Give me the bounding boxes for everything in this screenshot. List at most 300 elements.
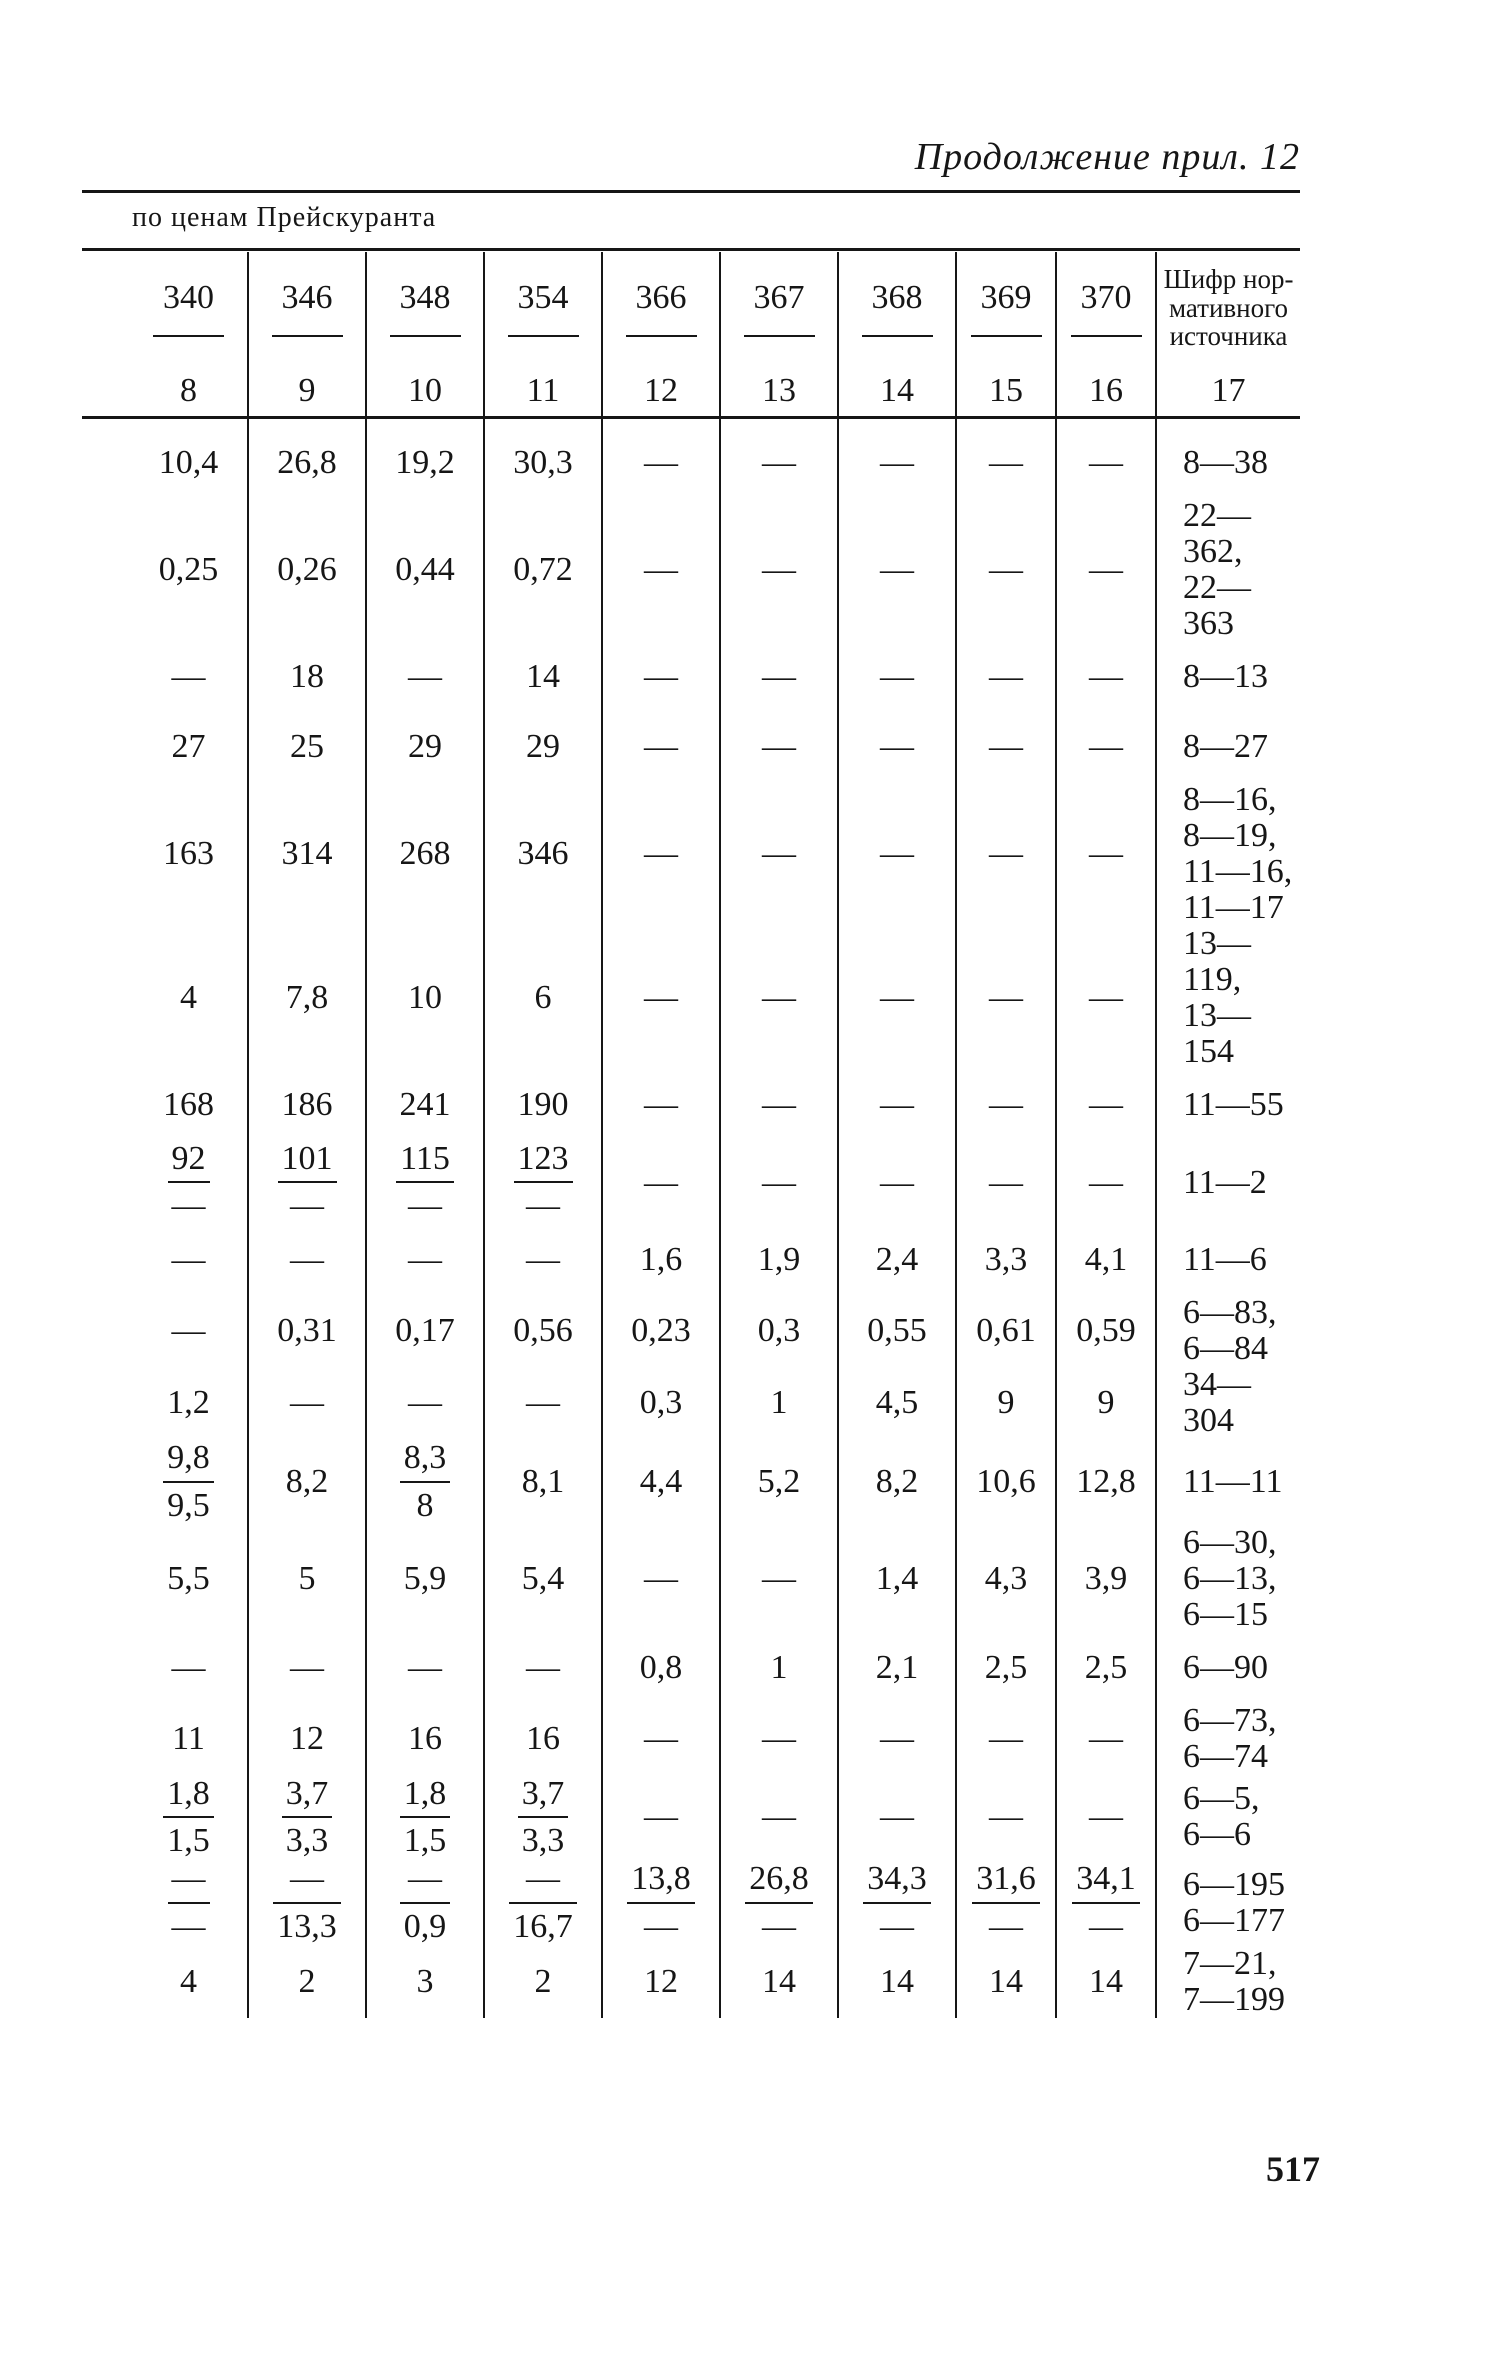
cell-value: 14 <box>989 1962 1023 2000</box>
cell-value: 4,5 <box>875 1384 919 1422</box>
cell-value: — <box>762 1719 796 1757</box>
column-code: 366 <box>626 279 697 337</box>
value-cell <box>366 428 484 498</box>
source-code: 6—84 <box>1183 1330 1268 1368</box>
fraction-value <box>863 1860 931 1945</box>
cell-value: — <box>408 1648 442 1686</box>
value-cell <box>838 1439 956 1524</box>
cell-value: — <box>1089 551 1123 588</box>
value-cell <box>130 1070 248 1140</box>
cell-value: — <box>408 1241 442 1279</box>
fraction-bottom: 1,5 <box>403 1822 447 1860</box>
table-row <box>130 1946 1300 2018</box>
table-row <box>130 1439 1300 1524</box>
table-row <box>130 1367 1300 1439</box>
cell-value: 0,23 <box>631 1312 691 1350</box>
value-cell <box>484 1367 602 1439</box>
value-cell <box>484 712 602 782</box>
gap-cell <box>484 410 602 428</box>
value-cell <box>130 498 248 642</box>
cell-value: — <box>290 1648 324 1686</box>
value-cell <box>484 1633 602 1703</box>
value-cell <box>484 1703 602 1775</box>
cell-value: 6 <box>534 979 552 1016</box>
cell-value: 2,4 <box>875 1241 919 1279</box>
cell-value: — <box>762 979 796 1016</box>
column-number: 15 <box>989 372 1023 409</box>
cell-value: 5,5 <box>167 1559 210 1597</box>
cell-value: 0,3 <box>639 1384 683 1422</box>
cell-value: 7,8 <box>285 979 329 1016</box>
column-code: 370 <box>1071 279 1142 337</box>
table-row <box>130 428 1300 498</box>
cell-value: 0,17 <box>395 1312 455 1350</box>
cell-value: 9 <box>997 1384 1015 1422</box>
value-cell <box>720 712 838 782</box>
source-code: 6—90 <box>1183 1648 1268 1686</box>
cell-value: 4,4 <box>639 1463 683 1501</box>
value-cell <box>956 1140 1056 1225</box>
cell-value: — <box>880 1719 914 1757</box>
value-cell <box>602 1860 720 1945</box>
source-code: 13—154 <box>1183 997 1251 1070</box>
cell-value: — <box>762 728 796 765</box>
column-code: 346 <box>272 279 343 337</box>
source-code: 6—6 <box>1183 1816 1251 1854</box>
fraction-bottom: — <box>989 1907 1023 1945</box>
cell-value: 0,25 <box>158 551 219 588</box>
cell-value: — <box>989 979 1023 1016</box>
column-number: 17 <box>1211 372 1246 409</box>
value-cell <box>956 1439 1056 1524</box>
value-cell <box>720 1860 838 1945</box>
column-code: 354 <box>508 279 579 337</box>
cell-value: — <box>171 1241 206 1279</box>
cell-value: 2,1 <box>875 1648 919 1686</box>
source-code: 22—362, <box>1183 497 1251 570</box>
value-cell <box>1056 1367 1156 1439</box>
gap-cell <box>956 410 1056 428</box>
column-number: 11 <box>526 372 560 409</box>
page-number: 517 <box>1266 2149 1320 2189</box>
value-cell <box>130 1633 248 1703</box>
source-code: 8—16, <box>1183 781 1277 818</box>
gap-cell <box>130 410 248 428</box>
cell-value: 2,5 <box>1084 1648 1128 1686</box>
value-cell <box>130 1525 248 1633</box>
column-code: 348 <box>390 279 461 337</box>
cell-value: — <box>989 728 1023 765</box>
value-cell <box>602 1525 720 1633</box>
value-cell <box>366 1295 484 1367</box>
fraction-value <box>168 1860 210 1945</box>
value-cell <box>838 642 956 712</box>
cell-value: 14 <box>880 1962 914 2000</box>
value-cell <box>1056 1140 1156 1225</box>
table-row <box>130 1525 1300 1633</box>
value-cell <box>602 1775 720 1860</box>
value-cell <box>956 1525 1056 1633</box>
cell-value: — <box>989 444 1023 481</box>
cell-value: 5,2 <box>757 1463 801 1501</box>
value-cell <box>1056 1633 1156 1703</box>
source-cell <box>1156 782 1300 926</box>
value-cell <box>838 712 956 782</box>
table-row <box>130 782 1300 926</box>
gap-cell <box>1056 410 1156 428</box>
value-cell <box>366 642 484 712</box>
fraction-top: 115 <box>396 1140 454 1183</box>
cell-value: — <box>880 444 914 481</box>
fraction-value <box>518 1775 569 1860</box>
value-cell <box>602 1946 720 2018</box>
value-cell <box>720 1946 838 2018</box>
value-cell <box>956 1946 1056 2018</box>
value-cell <box>366 1860 484 1945</box>
value-cell <box>366 926 484 1070</box>
fraction-value <box>400 1775 451 1860</box>
value-cell <box>720 1140 838 1225</box>
value-cell <box>248 782 366 926</box>
fraction-bottom: — <box>171 1907 206 1945</box>
fraction-top: 123 <box>514 1140 573 1183</box>
value-cell <box>248 1860 366 1945</box>
value-cell <box>602 498 720 642</box>
value-cell <box>484 1295 602 1367</box>
value-cell <box>366 1140 484 1225</box>
value-cell <box>484 782 602 926</box>
value-cell <box>720 428 838 498</box>
cell-value: — <box>644 728 678 765</box>
cell-value: 16 <box>526 1719 560 1757</box>
value-cell <box>956 1775 1056 1860</box>
column-number-cell <box>130 364 248 410</box>
value-cell <box>838 498 956 642</box>
fraction-top: 13,8 <box>627 1860 695 1903</box>
fraction-bottom: 16,7 <box>513 1907 573 1945</box>
fraction-top: — <box>168 1860 210 1903</box>
value-cell <box>484 1946 602 2018</box>
cell-value: 10,6 <box>976 1463 1036 1501</box>
column-code-cell <box>720 252 838 364</box>
column-code: 367 <box>744 279 815 337</box>
source-code: 11—6 <box>1183 1241 1267 1279</box>
fraction-value <box>400 1439 451 1524</box>
value-cell <box>248 926 366 1070</box>
value-cell <box>248 428 366 498</box>
cell-value: — <box>880 1163 914 1201</box>
source-code: 34—304 <box>1183 1366 1251 1440</box>
source-code: 6—5, <box>1183 1780 1260 1818</box>
value-cell <box>484 642 602 712</box>
value-cell <box>248 1367 366 1439</box>
value-cell <box>956 1225 1056 1295</box>
cell-value: — <box>1089 979 1123 1016</box>
cell-value: — <box>1089 835 1123 872</box>
value-cell <box>366 498 484 642</box>
cell-value: — <box>762 1798 796 1836</box>
cell-value: — <box>1089 1086 1123 1123</box>
source-code: 22—363 <box>1183 569 1251 642</box>
value-cell <box>130 1295 248 1367</box>
value-cell <box>838 1367 956 1439</box>
value-cell <box>602 1633 720 1703</box>
cell-value: — <box>880 1086 914 1123</box>
fraction-top: — <box>273 1860 341 1903</box>
value-cell <box>1056 642 1156 712</box>
value-cell <box>366 1367 484 1439</box>
table-row <box>130 712 1300 782</box>
cell-value: 0,44 <box>395 551 455 588</box>
value-cell <box>720 1525 838 1633</box>
table-caption: по ценам Прейскуранта <box>132 202 437 233</box>
value-cell <box>602 642 720 712</box>
value-cell <box>956 782 1056 926</box>
value-cell <box>248 1525 366 1633</box>
source-cell <box>1156 1439 1300 1524</box>
source-code: 11—17 <box>1183 889 1284 926</box>
value-cell <box>248 642 366 712</box>
value-cell <box>720 1070 838 1140</box>
cell-value: — <box>526 1241 560 1279</box>
cell-value: — <box>1089 658 1123 695</box>
source-cell <box>1156 1946 1300 2018</box>
value-cell <box>602 712 720 782</box>
cell-value: — <box>880 658 914 695</box>
value-cell <box>366 1070 484 1140</box>
cell-value: 0,55 <box>867 1312 927 1350</box>
value-cell <box>130 1703 248 1775</box>
fraction-value <box>282 1775 333 1860</box>
column-code-cell <box>602 252 720 364</box>
gap-cell <box>602 410 720 428</box>
value-cell <box>838 1703 956 1775</box>
value-cell <box>130 782 248 926</box>
value-cell <box>720 1367 838 1439</box>
cell-value: 12 <box>290 1719 324 1757</box>
value-cell <box>720 1439 838 1524</box>
source-cell <box>1156 1860 1300 1945</box>
value-cell <box>720 642 838 712</box>
fraction-bottom: — <box>1089 1907 1123 1945</box>
fraction-value <box>278 1140 337 1225</box>
column-number: 9 <box>298 372 316 409</box>
table-row <box>130 1633 1300 1703</box>
value-cell <box>956 926 1056 1070</box>
cell-value: 0,31 <box>277 1312 337 1350</box>
cell-value: — <box>989 658 1023 695</box>
value-cell <box>602 1439 720 1524</box>
fraction-value <box>273 1860 341 1945</box>
cell-value: — <box>408 1384 442 1422</box>
source-code: 11—55 <box>1183 1086 1284 1123</box>
cell-value: 2 <box>298 1962 316 2000</box>
column-code-cell <box>484 252 602 364</box>
value-cell <box>366 1775 484 1860</box>
source-code: 11—2 <box>1183 1163 1267 1201</box>
fraction-top: 26,8 <box>745 1860 813 1903</box>
cell-value: — <box>762 1163 796 1201</box>
value-cell <box>1056 926 1156 1070</box>
value-cell <box>956 498 1056 642</box>
cell-value: 163 <box>163 835 214 872</box>
value-cell <box>838 1775 956 1860</box>
cell-value: 4,3 <box>984 1559 1028 1597</box>
value-cell <box>248 1140 366 1225</box>
value-cell <box>366 1225 484 1295</box>
fraction-bottom: — <box>408 1187 442 1225</box>
source-cell <box>1156 642 1300 712</box>
value-cell <box>1056 428 1156 498</box>
column-number-cell <box>838 364 956 410</box>
table-row <box>130 1295 1300 1367</box>
source-code: 11—11 <box>1183 1463 1283 1501</box>
cell-value: 4 <box>180 979 197 1016</box>
value-cell <box>130 1439 248 1524</box>
cell-value: — <box>762 658 796 695</box>
fraction-bottom: 1,5 <box>167 1822 210 1860</box>
gap-cell <box>838 410 956 428</box>
fraction-bottom: — <box>644 1907 678 1945</box>
value-cell <box>720 926 838 1070</box>
source-cell <box>1156 1633 1300 1703</box>
cell-value: 16 <box>408 1719 442 1757</box>
fraction-value <box>396 1140 454 1225</box>
cell-value: 3,3 <box>984 1241 1028 1279</box>
cell-value: 25 <box>290 728 324 765</box>
source-code: 7—21, <box>1183 1944 1277 1982</box>
cell-value: — <box>171 1312 206 1350</box>
cell-value: 0,61 <box>976 1312 1036 1350</box>
column-code-cell <box>838 252 956 364</box>
cell-value: — <box>644 1719 678 1757</box>
value-cell <box>248 1703 366 1775</box>
fraction-bottom: — <box>762 1907 796 1945</box>
fraction-bottom: — <box>290 1187 324 1225</box>
source-code: 6—83, <box>1183 1294 1277 1332</box>
cell-value: — <box>644 1086 678 1123</box>
fraction-value <box>168 1140 210 1225</box>
cell-value: — <box>762 1559 796 1597</box>
gap-cell <box>248 410 366 428</box>
value-cell <box>602 428 720 498</box>
fraction-value <box>163 1439 214 1524</box>
cell-value: — <box>762 835 796 872</box>
cell-value: 0,3 <box>757 1312 801 1350</box>
cell-value: 0,26 <box>277 551 337 588</box>
value-cell <box>1056 1525 1156 1633</box>
cell-value: — <box>880 979 914 1016</box>
table-row <box>130 1225 1300 1295</box>
cell-value: — <box>1089 1163 1123 1201</box>
fraction-value <box>745 1860 813 1945</box>
value-cell <box>602 1367 720 1439</box>
fraction-value <box>1072 1860 1140 1945</box>
cell-value: — <box>880 835 914 872</box>
value-cell <box>602 1140 720 1225</box>
cell-value: 3 <box>416 1962 434 2000</box>
value-cell <box>956 1070 1056 1140</box>
cell-value: 1,9 <box>757 1241 801 1279</box>
value-cell <box>484 1140 602 1225</box>
header-number-row <box>130 364 1300 410</box>
fraction-value <box>514 1140 573 1225</box>
table-row <box>130 642 1300 712</box>
cell-value: — <box>526 1384 560 1422</box>
column-number: 10 <box>408 372 442 409</box>
cell-value: 1 <box>770 1648 788 1686</box>
value-cell <box>720 1775 838 1860</box>
cell-value: 8,2 <box>875 1463 919 1501</box>
cell-value: 29 <box>408 728 442 765</box>
column-number-cell <box>602 364 720 410</box>
source-cell <box>1156 1225 1300 1295</box>
value-cell <box>602 1295 720 1367</box>
source-cell <box>1156 1703 1300 1775</box>
table-row <box>130 1703 1300 1775</box>
value-cell <box>1056 1439 1156 1524</box>
cell-value: 12 <box>644 1962 678 2000</box>
value-cell <box>956 428 1056 498</box>
cell-value: — <box>989 835 1023 872</box>
value-cell <box>130 428 248 498</box>
cell-value: 268 <box>399 835 451 872</box>
value-cell <box>1056 782 1156 926</box>
value-cell <box>838 1946 956 2018</box>
value-cell <box>838 1225 956 1295</box>
continuation-heading: Продолжение прил. 12 <box>914 136 1300 178</box>
fraction-top: 34,3 <box>863 1860 931 1903</box>
value-cell <box>130 1775 248 1860</box>
cell-value: 1,2 <box>167 1384 210 1422</box>
source-code: 8—19, <box>1183 817 1277 854</box>
value-cell <box>838 1525 956 1633</box>
source-code: 6—195 <box>1183 1865 1285 1903</box>
gap-cell <box>720 410 838 428</box>
value-cell <box>366 1946 484 2018</box>
fraction-top: — <box>509 1860 577 1903</box>
value-cell <box>130 1367 248 1439</box>
fraction-bottom: 13,3 <box>277 1907 337 1945</box>
source-code: 13—119, <box>1183 925 1251 998</box>
cell-value: — <box>644 835 678 872</box>
value-cell <box>838 926 956 1070</box>
value-cell <box>1056 1860 1156 1945</box>
source-code: 11—16, <box>1183 853 1293 890</box>
cell-value: — <box>644 1559 678 1597</box>
value-cell <box>248 498 366 642</box>
source-code: 7—199 <box>1183 1980 1285 2018</box>
cell-value: — <box>644 551 678 588</box>
cell-value: 9 <box>1097 1384 1115 1422</box>
cell-value: 14 <box>526 658 560 695</box>
cell-value: — <box>644 979 678 1016</box>
fraction-value <box>163 1775 214 1860</box>
value-cell <box>602 926 720 1070</box>
value-cell <box>1056 498 1156 642</box>
value-cell <box>602 782 720 926</box>
cell-value: 241 <box>399 1086 451 1123</box>
column-number: 12 <box>644 372 678 409</box>
column-code: 369 <box>971 279 1042 337</box>
cell-value: 10 <box>408 979 442 1016</box>
cell-value: — <box>762 444 796 481</box>
price-table <box>130 252 1300 2018</box>
cell-value: — <box>526 1648 560 1686</box>
column-number-cell <box>248 364 366 410</box>
source-cell <box>1156 1367 1300 1439</box>
value-cell <box>366 782 484 926</box>
